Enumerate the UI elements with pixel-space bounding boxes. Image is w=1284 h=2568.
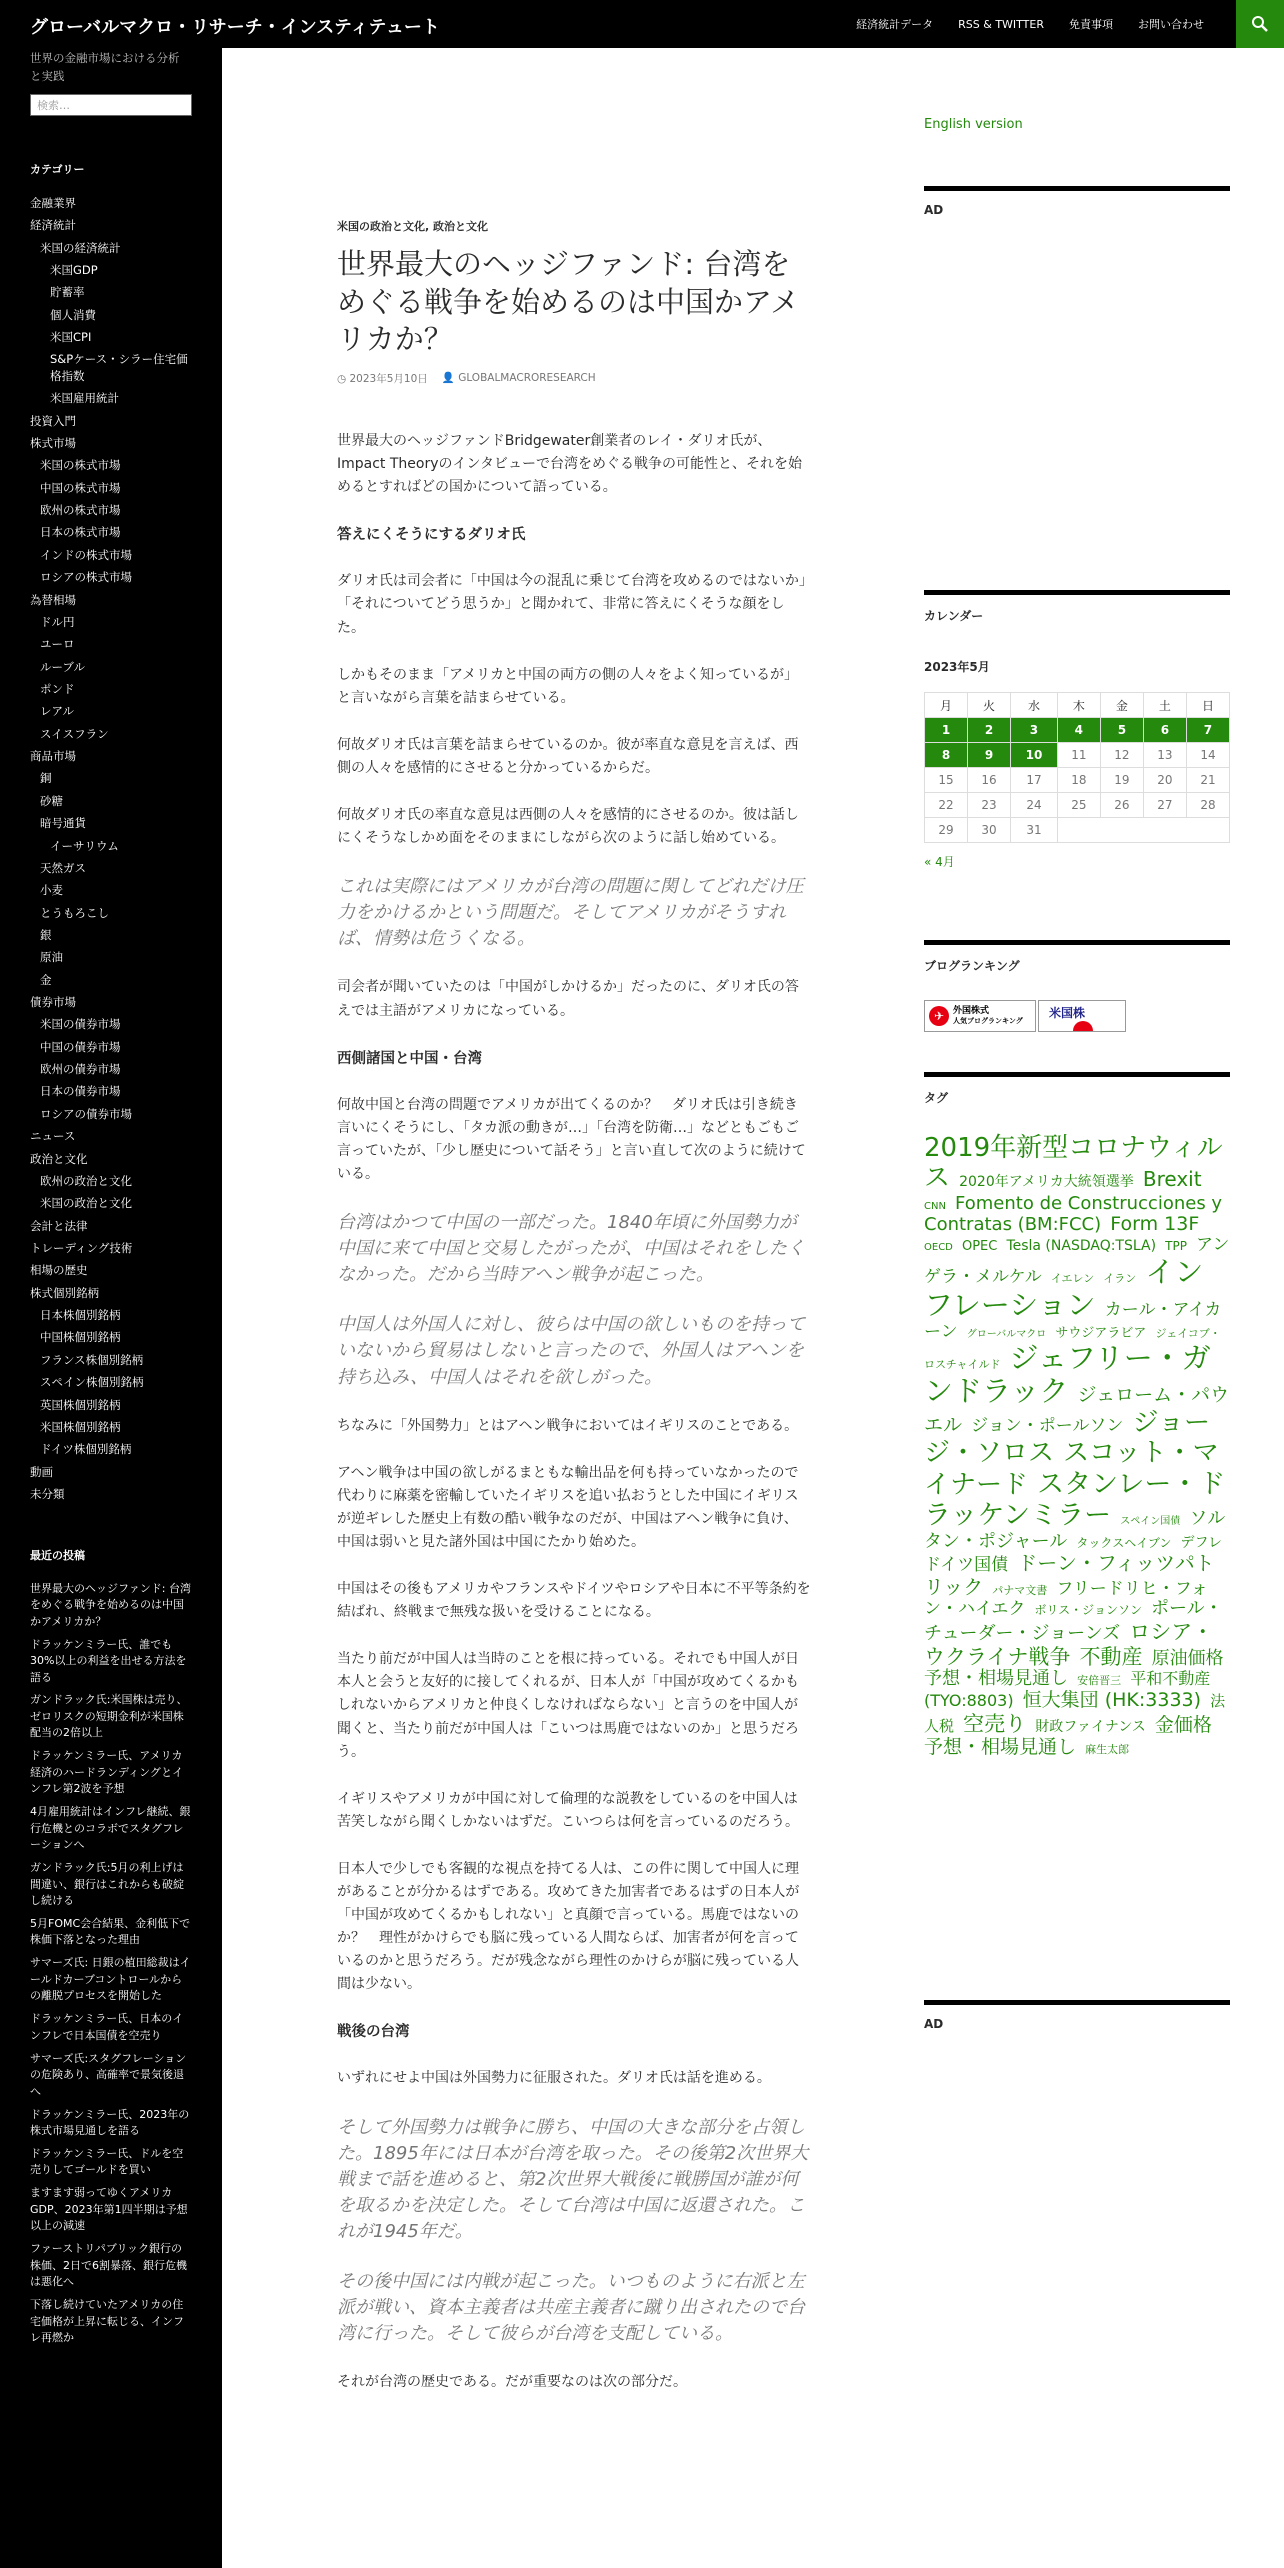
sidebar-category-item[interactable]: S&Pケース・シラー住宅価格指数 xyxy=(50,352,188,383)
ad-widget xyxy=(924,186,1230,217)
calendar-day-link[interactable]: 8 xyxy=(925,743,968,768)
sidebar-category-item[interactable]: 天然ガス xyxy=(40,860,86,875)
calendar-week-row xyxy=(925,743,1230,768)
recent-post-link[interactable]: ガンドラック氏:米国株は売り、ゼロリスクの短期金利が米国株配当の2倍以上 xyxy=(30,1693,188,1740)
recent-post-link[interactable]: ガンドラック氏:5月の利上げは間違い、銀行はこれからも破綻し続ける xyxy=(30,1861,184,1908)
site-header xyxy=(0,0,1284,48)
recent-post-link[interactable]: ドラッケンミラー氏、ドルを空売りしてゴールドを買い xyxy=(30,2146,184,2177)
tag-link[interactable]: OPEC xyxy=(961,1239,998,1255)
tag-link[interactable]: 金価格予想・相場見通し xyxy=(924,1713,1212,1758)
tag-link[interactable]: Form 13F xyxy=(1110,1213,1200,1236)
calendar-day: 27 xyxy=(1143,793,1186,818)
calendar-day-link[interactable]: 7 xyxy=(1186,718,1229,743)
sidebar-category-item[interactable]: 米国GDP xyxy=(50,262,98,277)
calendar-caption: 2023年5月 xyxy=(924,660,990,674)
search-icon xyxy=(1251,15,1269,33)
section-heading: 答えにくそうにするダリオ氏 xyxy=(337,527,526,544)
paragraph: アヘン戦争は中国の欲しがるまともな輸出品を何も持っていなかったので代わりに麻薬を密輸していたイギリスを追い払おうとした中国にイギリスが逆ギレした歴史上有数の酷い戦争なのだが、中国はアヘン戦争に負け、中国は弱いと見た諸外国は中国にたかり始めた。 xyxy=(337,1464,799,1550)
calendar-day: 15 xyxy=(925,768,968,793)
user-icon: 👤 xyxy=(441,372,459,385)
tag-link[interactable]: 平和不動産 (TYO:8803) xyxy=(924,1669,1211,1711)
tag-link[interactable]: ドイツ国債 xyxy=(924,1555,1009,1576)
sidebar-category-item[interactable]: 原油 xyxy=(40,950,63,965)
entry-body xyxy=(337,430,811,2394)
recent-post-link[interactable]: ドラッケンミラー氏、日本のインフレで日本国債を空売り xyxy=(30,2012,184,2042)
calendar-weekday: 金 xyxy=(1100,693,1143,718)
tag-link[interactable]: 法人税 xyxy=(924,1692,1226,1735)
recent-post-link[interactable]: サマーズ氏:スタグフレーションの危険あり、高確率で景気後退へ xyxy=(30,2051,187,2098)
calendar-day: 16 xyxy=(968,768,1011,793)
tag-link[interactable]: イエレン xyxy=(1050,1271,1095,1285)
paragraph: いずれにせよ中国は外国勢力に征服された。ダリオ氏は話を進める。 xyxy=(337,2070,771,2087)
sidebar-category-item[interactable]: ドル円 xyxy=(40,614,75,629)
site-title[interactable]: グローバルマクロ・リサーチ・インスティテュート xyxy=(30,17,440,38)
calendar-day: 20 xyxy=(1143,768,1186,793)
calendar-weekday: 木 xyxy=(1057,693,1100,718)
calendar-empty-cell xyxy=(1057,818,1229,843)
sidebar-category-item[interactable]: 米国株個別銘柄 xyxy=(40,1419,121,1434)
recent-posts-list xyxy=(30,1581,192,2347)
sidebar-category-item[interactable]: 相場の歴史 xyxy=(30,1263,88,1278)
recent-posts-heading: 最近の投稿 xyxy=(30,1548,85,1562)
tag-link[interactable]: イラン xyxy=(1103,1271,1137,1285)
sidebar-category-item[interactable]: 金 xyxy=(40,972,52,987)
tag-link[interactable]: 2020年アメリカ大統領選挙 xyxy=(959,1173,1134,1190)
recent-post-link[interactable]: 5月FOMC会合結果、金利低下で株価下落となった理由 xyxy=(30,1916,191,1947)
sidebar-category-item[interactable]: 政治と文化 xyxy=(30,1151,88,1166)
sidebar-category-item[interactable]: スペイン株個別銘柄 xyxy=(40,1375,144,1390)
nav-item-data[interactable]: 経済統計データ xyxy=(856,18,934,31)
recent-post-link[interactable]: ドラッケンミラー氏、アメリカ経済のハードランディングとインフレ第2波を予想 xyxy=(30,1749,184,1796)
tag-cloud xyxy=(924,1134,1230,1759)
entry-meta xyxy=(337,371,811,386)
entry-categories[interactable]: 米国の政治と文化, 政治と文化 xyxy=(337,220,489,233)
tag-link[interactable]: ロシア・ウクライナ戦争 xyxy=(924,1619,1214,1669)
paragraph: それが台湾の歴史である。だが重要なのは次の部分だ。 xyxy=(337,2374,687,2391)
badge2-sun-icon xyxy=(1073,1021,1093,1032)
tag-link[interactable]: 財政ファイナンス xyxy=(1035,1718,1146,1735)
calendar-day: 18 xyxy=(1057,768,1100,793)
sidebar-category-item[interactable]: 米国の政治と文化 xyxy=(40,1196,132,1211)
tag-link[interactable]: 麻生太郎 xyxy=(1085,1742,1130,1756)
tag-link[interactable]: フリードリヒ・フォン・ハイエク xyxy=(924,1578,1208,1620)
paragraph: イギリスやアメリカが中国に対して倫理的な説教をしているのを中国人は苦笑しながら聞くしかないはずだ。こいつらは何を言っているのだろう。 xyxy=(337,1790,799,1830)
calendar-week-row xyxy=(925,718,1230,743)
calendar-weekday: 月 xyxy=(925,693,968,718)
ranking-widget-title: ブログランキング xyxy=(924,959,1020,973)
blockquote: そして外国勢力は戦争に勝ち、中国の大きな部分を占領した。1895年には日本が台湾を取った。その後第2次世界大戦まで話を進めると、第2次世界大戦後に戦勝国が誰が何を取るかを決定した。そして台湾は中国に返還された。これが1945年だ。 xyxy=(337,2116,809,2242)
calendar-day: 17 xyxy=(1011,768,1058,793)
tag-link[interactable]: ジョン・ポールソン xyxy=(971,1415,1124,1436)
calendar-weekday: 水 xyxy=(1011,693,1058,718)
nav-item-rss[interactable]: RSS & TWITTER xyxy=(958,17,1044,31)
calendar-day: 29 xyxy=(925,818,968,843)
sidebar-category-item[interactable]: 個人消費 xyxy=(50,307,96,322)
tag-link[interactable]: ドーン・フィッツパトリック xyxy=(924,1551,1215,1599)
tag-link[interactable]: カール・アイカーン xyxy=(924,1300,1222,1342)
tag-link[interactable]: 恒大集団 (HK:3333) xyxy=(1022,1689,1202,1712)
ad-widget-2-title: AD xyxy=(924,2017,944,2031)
tags-widget-title: タグ xyxy=(924,1091,949,1105)
calendar-day: 31 xyxy=(1011,818,1058,843)
paragraph: 何故中国と台湾の問題でアメリカが出てくるのか？ ダリオ氏は引き続き言いにくそうにし、「タカ派の動きが…」「台湾を防衛…」などともごもご言っていたが、「少し歴史について話そう」と言い直して次のように続けている。 xyxy=(337,1096,806,1182)
recent-post-link[interactable]: サマーズ氏: 日銀の植田総裁はイールドカーブコントロールからの離脱プロセスを開始した xyxy=(30,1956,191,2003)
sidebar-category-item[interactable]: 米国雇用統計 xyxy=(50,391,119,406)
calendar-day: 12 xyxy=(1100,743,1143,768)
tag-link[interactable]: CNN xyxy=(924,1200,946,1212)
recent-post-link[interactable]: ますます弱ってゆくアメリカGDP、2023年第1四半期は予想以上の減速 xyxy=(30,2186,188,2233)
paragraph: 何故ダリオ氏の率直な意見は西側の人々を感情的にさせるのか。彼は話しにくそうなしかめ面をそのままにしながら次のように話し始めている。 xyxy=(337,807,799,847)
sidebar-category-item[interactable]: 銅 xyxy=(40,771,52,786)
ranking-badge-us-stocks[interactable] xyxy=(1038,1000,1126,1032)
paragraph: 何故ダリオ氏は言葉を詰まらせているのか。彼が率直な意見を言えば、西側の人々を感情的にさせると分かっているからだ。 xyxy=(337,736,799,776)
section-heading: 戦後の台湾 xyxy=(337,2024,410,2041)
tag-link[interactable]: グローバルマクロ xyxy=(966,1328,1047,1340)
blockquote: これは実際にはアメリカが台湾の問題に関してどれだけ圧力をかけるかという問題だ。そしてアメリカがそうすれば、情勢は危うくなる。 xyxy=(337,876,804,950)
tag-link[interactable]: ポール・チューダー・ジョーンズ xyxy=(924,1598,1223,1644)
paragraph: しかもそのまま「アメリカと中国の両方の側の人々をよく知っているが」と言いながら言葉を詰まらせている。 xyxy=(337,666,799,706)
tag-link[interactable]: スペイン国債 xyxy=(1120,1516,1181,1528)
tag-link[interactable]: 原油価格予想・相場見通し xyxy=(924,1647,1224,1690)
paragraph: 司会者が聞いていたのは「中国がしかけるか」だったのに、ダリオ氏の答えでは主語がアメリカになっている。 xyxy=(337,979,799,1019)
sidebar-category-item[interactable]: 英国株個別銘柄 xyxy=(40,1397,121,1412)
ranking-widget xyxy=(924,940,1230,1032)
tag-link[interactable]: ジョージ・ソロス xyxy=(924,1407,1211,1468)
sidebar-category-item[interactable]: 未分類 xyxy=(30,1486,65,1501)
sidebar-category-item[interactable]: 米国の経済統計 xyxy=(40,240,121,255)
ranking-logo-icon: ✈ xyxy=(929,1006,949,1026)
sidebar-category-item[interactable]: ニュース xyxy=(30,1129,76,1144)
calendar-widget-title: カレンダー xyxy=(924,609,984,623)
sidebar-category-item[interactable]: 銀 xyxy=(40,927,52,942)
calendar-table xyxy=(924,692,1230,843)
calendar-weekday: 土 xyxy=(1143,693,1186,718)
calendar-day: 11 xyxy=(1057,743,1100,768)
entry-date[interactable] xyxy=(337,371,428,386)
calendar-day-link[interactable]: 10 xyxy=(1011,743,1058,768)
tag-link[interactable]: スタンレー・ドラッケンミラー xyxy=(924,1468,1226,1532)
sidebar-category-item[interactable]: レアル xyxy=(40,704,75,719)
tags-widget xyxy=(924,1072,1230,1759)
tag-link[interactable]: ソルタン・ポジャール xyxy=(924,1508,1226,1552)
tag-link[interactable]: OECD xyxy=(924,1242,953,1254)
sidebar-category-item[interactable]: 米国の債券市場 xyxy=(40,1017,121,1032)
sidebar-category-item[interactable]: 米国CPI xyxy=(50,329,92,344)
calendar-day: 23 xyxy=(968,793,1011,818)
tag-link[interactable]: Tesla (NASDAQ:TSLA) xyxy=(1006,1238,1157,1255)
blockquote: 中国人は外国人に対し、彼らは中国の欲しいものを持っていないから貿易はしないと言ったので、外国人はアヘンを持ち込み、中国人はそれを欲しがった。 xyxy=(337,1314,805,1388)
calendar-day-link[interactable]: 2 xyxy=(968,718,1011,743)
calendar-day-link[interactable]: 5 xyxy=(1100,718,1143,743)
tag-link[interactable]: 空売り xyxy=(963,1711,1027,1736)
sidebar-category-item[interactable]: ドイツ株個別銘柄 xyxy=(40,1442,132,1457)
calendar-day-link[interactable]: 3 xyxy=(1011,718,1058,743)
calendar-day-link[interactable]: 9 xyxy=(968,743,1011,768)
sidebar-category-item[interactable]: 株式個別銘柄 xyxy=(30,1285,99,1300)
calendar-day: 13 xyxy=(1143,743,1186,768)
tag-link[interactable]: インフレーション xyxy=(924,1254,1204,1323)
calendar-day: 25 xyxy=(1057,793,1100,818)
sidebar-category-item[interactable]: 米国の株式市場 xyxy=(40,458,121,473)
paragraph: 日本人で少しでも客観的な視点を持てる人は、この件に関して中国人に理があることが分かるはずである。攻めてきた加害者であるはずの日本人が「中国が攻めてくるかもしれない」と真顔で言っている。馬鹿ではないのか？ 理性がかけらでも脳に残っている人間ならば、加害者が何を言っているのかと思うだろう。だが残念ながら理性のかけらが脳に残っている人間は少ない。 xyxy=(337,1860,800,1993)
paragraph: 中国はその後もアメリカやフランスやドイツやロシアや日本に不平等条約を結ばれ、終戦まで無残な扱いを受けることになる。 xyxy=(337,1581,811,1621)
tag-link[interactable]: TPP xyxy=(1165,1239,1187,1254)
sidebar-category-item[interactable]: トレーディング技術 xyxy=(30,1240,133,1255)
tag-link[interactable]: 安倍晋三 xyxy=(1077,1674,1122,1688)
sidebar-category-item[interactable]: 日本の債券市場 xyxy=(40,1084,121,1099)
badge-line1: 外国株式 xyxy=(953,1006,990,1017)
calendar-widget xyxy=(924,590,1230,870)
blockquote: その後中国には内戦が起こった。いつものように右派と左派が戦い、資本主義者は共産主義者に蹴り出されたので台湾に行った。そして彼らが台湾を支配している。 xyxy=(337,2271,805,2345)
primary-nav xyxy=(831,0,1204,48)
sidebar-category-item[interactable]: 中国の株式市場 xyxy=(40,480,121,495)
sidebar-category-item[interactable]: 砂糖 xyxy=(40,793,63,808)
tag-link[interactable]: 2019年新型コロナウィルス xyxy=(924,1133,1223,1193)
nav-item-disclaimer[interactable]: 免責事項 xyxy=(1069,18,1113,31)
recent-post-link[interactable]: ドラッケンミラー氏、誰でも30%以上の利益を出せる方法を語る xyxy=(30,1637,187,1684)
tag-link[interactable]: ジェローム・パウエル xyxy=(924,1384,1230,1436)
sidebar-category-item[interactable]: 商品市場 xyxy=(30,749,76,764)
sidebar-category-item[interactable]: 中国の債券市場 xyxy=(40,1039,121,1054)
clock-icon: ◷ xyxy=(337,373,350,386)
paragraph: ダリオ氏は司会者に「中国は今の混乱に乗じて台湾を攻めるのではないか」「それについてどう思うか」と聞かれて、非常に答えにくそうな顔をした。 xyxy=(337,573,806,636)
calendar-prev-link[interactable]: « 4月 xyxy=(924,855,955,869)
sidebar-category-item[interactable]: 投資入門 xyxy=(30,413,76,428)
sidebar-category-item[interactable]: 会計と法律 xyxy=(30,1218,88,1233)
categories-heading: カテゴリー xyxy=(30,162,85,176)
calendar-day: 30 xyxy=(968,818,1011,843)
sidebar-category-item[interactable]: インドの株式市場 xyxy=(40,547,132,562)
calendar-day: 28 xyxy=(1186,793,1229,818)
left-sidebar xyxy=(0,48,222,2568)
sidebar-category-item[interactable]: スイスフラン xyxy=(40,726,109,741)
ad-widget-title: AD xyxy=(924,203,944,217)
calendar-week-row xyxy=(925,768,1230,793)
tag-link[interactable]: ジェイコブ・ロスチャイルド xyxy=(924,1326,1221,1372)
ranking-badge-text xyxy=(953,1006,1023,1025)
sidebar-category-item[interactable]: 日本の株式市場 xyxy=(40,525,121,540)
sidebar-category-item[interactable]: 金融業界 xyxy=(30,195,76,210)
sidebar-category-item[interactable]: イーサリウム xyxy=(50,838,119,853)
sidebar-category-item[interactable]: ルーブル xyxy=(40,659,85,674)
calendar-day-link[interactable]: 4 xyxy=(1057,718,1100,743)
calendar-day: 24 xyxy=(1011,793,1058,818)
badge-line2: 人気ブログランキング xyxy=(953,1017,1023,1026)
calendar-week-row xyxy=(925,818,1230,843)
tag-link[interactable]: サウジアラビア xyxy=(1055,1325,1147,1341)
ad-widget-2 xyxy=(924,2000,1230,2031)
category-list xyxy=(30,195,192,1503)
tag-link[interactable]: スコット・マイナード xyxy=(924,1437,1219,1500)
recent-post-link[interactable]: 世界最大のヘッジファンド: 台湾をめぐる戦争を始めるのは中国かアメリカか？ xyxy=(30,1581,191,1628)
tag-link[interactable]: Fomento de Construcciones y Contratas (BM:FCC) xyxy=(924,1192,1223,1236)
tag-link[interactable]: デフレ xyxy=(1180,1534,1222,1551)
paragraph: ちなみに「外国勢力」とはアヘン戦争においてはイギリスのことである。 xyxy=(337,1417,799,1434)
tag-link[interactable]: アンゲラ・メルケル xyxy=(924,1235,1230,1287)
sidebar-category-item[interactable]: 日本株個別銘柄 xyxy=(40,1308,121,1323)
recent-post-link[interactable]: 下落し続けていたアメリカの住宅価格が上昇に転じる、インフレ再燃か xyxy=(30,2298,184,2345)
sidebar-category-item[interactable]: ユーロ xyxy=(40,637,75,652)
entry-author[interactable] xyxy=(442,371,596,386)
badge2-text: 米国株 xyxy=(1049,1006,1086,1020)
paragraph: 世界最大のヘッジファンドBridgewater創業者のレイ・ダリオ氏が、Impact Theoryのインタビューで台湾をめぐる戦争の可能性と、それを始めるとすればどの国かについて語っている。 xyxy=(337,433,802,496)
calendar-day: 22 xyxy=(925,793,968,818)
tag-link[interactable]: Brexit xyxy=(1142,1166,1202,1191)
nav-item-contact[interactable]: お問い合わせ xyxy=(1138,18,1204,31)
header-search-button[interactable] xyxy=(1236,0,1284,48)
calendar-weekday: 火 xyxy=(968,693,1011,718)
sidebar-category-item[interactable]: 中国株個別銘柄 xyxy=(40,1330,121,1345)
recent-post-link[interactable]: ファーストリパブリック銀行の株価、2日で6割暴落、銀行危機は悪化へ xyxy=(30,2242,187,2289)
entry-author-text: GLOBALMACRORESEARCH xyxy=(458,372,596,385)
entry-title: 世界最大のヘッジファンド: 台湾をめぐる戦争を始めるのは中国かアメリカか？ xyxy=(337,247,800,357)
tag-link[interactable]: 不動産 xyxy=(1079,1644,1143,1669)
tag-link[interactable]: ボリス・ジョンソン xyxy=(1034,1603,1142,1618)
sidebar-category-item[interactable]: ロシアの債券市場 xyxy=(40,1106,132,1121)
sidebar-category-item[interactable]: 貯蓄率 xyxy=(50,285,85,300)
sidebar-category-item[interactable]: 欧州の債券市場 xyxy=(40,1062,121,1077)
sidebar-category-item[interactable]: 欧州の株式市場 xyxy=(40,503,121,518)
recent-post-link[interactable]: ドラッケンミラー氏、2023年の株式市場見通しを語る xyxy=(30,2107,190,2138)
sidebar-category-item[interactable]: とうもろこし xyxy=(40,905,109,920)
tag-link[interactable]: タックスヘイブン xyxy=(1076,1535,1172,1550)
calendar-day-link[interactable]: 1 xyxy=(925,718,968,743)
site-tagline: 世界の金融市場における分析と実践 xyxy=(30,51,180,84)
ranking-badges xyxy=(924,1000,1230,1032)
section-heading: 西側諸国と中国・台湾 xyxy=(337,1050,482,1067)
calendar-day: 19 xyxy=(1100,768,1143,793)
ranking-badge-foreign-stocks[interactable] xyxy=(924,1000,1036,1032)
sidebar-category-item[interactable]: 債券市場 xyxy=(30,995,76,1010)
calendar-week-row xyxy=(925,793,1230,818)
sidebar-category-item[interactable]: 経済統計 xyxy=(30,218,76,233)
tag-link[interactable]: ジェフリー・ガンドラック xyxy=(924,1341,1211,1409)
sidebar-category-item[interactable]: フランス株個別銘柄 xyxy=(40,1352,144,1367)
recent-post-link[interactable]: 4月雇用統計はインフレ継続、銀行危機とのコラボでスタグフレーションへ xyxy=(30,1805,191,1852)
calendar-weekday-row xyxy=(925,693,1230,718)
sidebar-category-item[interactable]: 株式市場 xyxy=(30,436,76,451)
sidebar-category-item[interactable]: 動画 xyxy=(30,1464,53,1479)
sidebar-category-item[interactable]: 暗号通貨 xyxy=(40,816,86,831)
english-version-link[interactable]: English version xyxy=(924,117,1023,132)
sidebar-category-item[interactable]: ポンド xyxy=(40,682,75,696)
calendar-day-link[interactable]: 6 xyxy=(1143,718,1186,743)
article xyxy=(337,218,811,2418)
entry-date-text: 2023年5月10日 xyxy=(349,373,428,386)
calendar-day: 26 xyxy=(1100,793,1143,818)
calendar-day: 14 xyxy=(1186,743,1229,768)
sidebar-category-item[interactable]: 小麦 xyxy=(40,883,63,898)
calendar-weekday: 日 xyxy=(1186,693,1229,718)
sidebar-category-item[interactable]: ロシアの株式市場 xyxy=(40,570,132,585)
tag-link[interactable]: パナマ文書 xyxy=(992,1583,1048,1597)
sidebar-search-input[interactable]: 検索… xyxy=(30,94,192,116)
paragraph: 当たり前だが中国人は当時のことを根に持っている。それでも中国人が日本人と会うと友好的に接してくれるが、日本人が「中国が攻めてくるかもしれないからアメリカと仲良くしなければならない」と言うのを中国人が聞くと、当たり前だが中国人は「こいつは馬鹿ではないのか」と思うだろう。 xyxy=(337,1651,799,1760)
sidebar-category-item[interactable]: 欧州の政治と文化 xyxy=(40,1173,132,1188)
blockquote: 台湾はかつて中国の一部だった。1840年頃に外国勢力が中国に来て中国と交易したがったが、中国はそれをしたくなかった。だから当時アヘン戦争が起こった。 xyxy=(337,1212,805,1286)
sidebar-category-item[interactable]: 為替相場 xyxy=(30,592,76,607)
calendar-day: 21 xyxy=(1186,768,1229,793)
